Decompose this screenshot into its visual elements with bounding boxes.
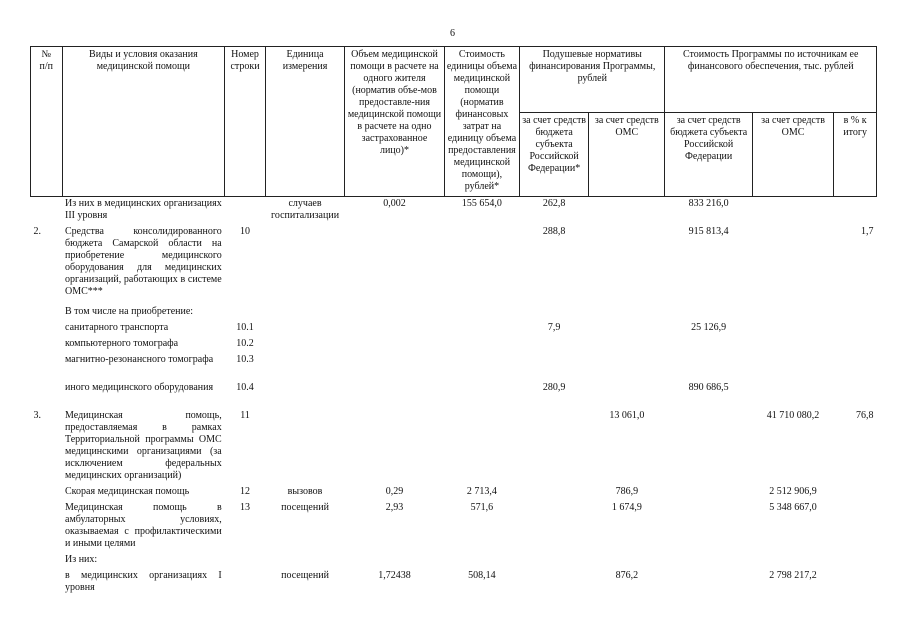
header-per-capita-budget: за счет средств бюджета субъекта Российской Федерации*	[520, 113, 589, 197]
row-volume	[345, 337, 445, 353]
row-name: Медицинская помощь, предоставляемая в рамках Территориальной программы ОМС медицинскими организациями (за исключением федеральных медицинских организаций)	[65, 410, 222, 481]
row-name: В том числе на приобретение:	[65, 306, 194, 317]
row-pc-budget	[520, 553, 589, 569]
row-name: компьютерного томографа	[65, 338, 179, 349]
row-cost: 571,6	[470, 502, 494, 513]
row-num: 2.	[33, 226, 41, 237]
row-name: Медицинская помощь в амбулаторных условиях, оказываемая с профилактическими и иными целями	[65, 502, 222, 549]
table-row	[31, 485, 877, 501]
row-unit: случаев госпитализации	[271, 198, 340, 221]
row-pr-budget: 833 216,0	[688, 198, 729, 209]
row-volume	[345, 321, 445, 337]
row-unit	[265, 353, 344, 381]
row-pc-oms: 876,2	[615, 570, 639, 581]
row-volume	[345, 225, 445, 305]
row-pr-oms: 2 512 906,9	[769, 486, 817, 497]
row-cost: 2 713,4	[466, 486, 497, 497]
row-pct: 1,7	[861, 226, 874, 237]
row-pc-budget	[520, 337, 589, 353]
row-pct	[834, 485, 877, 501]
row-unit	[265, 337, 344, 353]
row-pr-budget: 25 126,9	[691, 322, 727, 333]
row-pc-oms	[589, 353, 665, 381]
row-pct	[834, 197, 877, 226]
header-row-number: Номер строки	[225, 47, 266, 197]
row-volume	[345, 305, 445, 321]
row-num	[31, 197, 63, 226]
row-cost	[444, 381, 519, 409]
row-number	[225, 553, 266, 569]
row-number: 10.3	[236, 354, 254, 365]
row-pc-oms: 786,9	[615, 486, 639, 497]
row-volume	[345, 409, 445, 485]
row-pct	[834, 321, 877, 337]
row-number: 10.2	[236, 338, 254, 349]
row-cost	[444, 225, 519, 305]
row-volume	[345, 353, 445, 381]
row-unit: посещений	[281, 502, 329, 513]
row-unit	[265, 321, 344, 337]
row-number: 13	[240, 502, 251, 513]
row-pc-budget	[520, 353, 589, 381]
row-pr-oms	[752, 305, 833, 321]
row-pct	[834, 553, 877, 569]
row-pr-oms	[752, 225, 833, 305]
header-program-cost: Стоимость Программы по источникам ее финансового обеспечения, тыс. рублей	[665, 47, 877, 113]
row-name: магнитно-резонансного томографа	[65, 354, 214, 365]
row-name: Из них:	[65, 554, 98, 565]
row-name: санитарного транспорта	[65, 322, 169, 333]
row-name: Скорая медицинская помощь	[65, 486, 190, 497]
row-pr-oms	[752, 381, 833, 409]
table-row	[31, 409, 877, 485]
row-name: в медицинских организациях I уровня	[65, 570, 222, 593]
header-unit: Единица измерения	[265, 47, 344, 197]
row-pr-budget: 915 813,4	[688, 226, 729, 237]
row-pr-budget: 890 686,5	[688, 382, 729, 393]
row-pc-budget	[520, 409, 589, 485]
row-pr-oms	[752, 197, 833, 226]
row-number: 10	[240, 226, 251, 237]
table-row	[31, 569, 877, 597]
header-types: Виды и условия оказания медицинской помощи	[62, 47, 225, 197]
row-name: Средства консолидированного бюджета Самарской области на приобретение медицинского оборудования для медицинских организаций, работающих в системе ОМС***	[65, 226, 222, 297]
row-cost	[444, 305, 519, 321]
row-pc-oms	[589, 381, 665, 409]
row-pc-budget: 280,9	[542, 382, 566, 393]
row-pct	[834, 501, 877, 553]
row-pct	[834, 381, 877, 409]
row-num	[31, 569, 63, 597]
row-pr-oms	[752, 337, 833, 353]
row-pr-budget	[665, 409, 752, 485]
row-pr-budget	[665, 353, 752, 381]
row-cost: 155 654,0	[461, 198, 502, 209]
row-volume	[345, 381, 445, 409]
row-pc-oms	[589, 321, 665, 337]
row-pct: 76,8	[856, 410, 874, 421]
row-num	[31, 485, 63, 501]
row-number	[225, 197, 266, 226]
row-pc-oms	[589, 553, 665, 569]
table-row	[31, 225, 877, 305]
row-pr-oms: 5 348 667,0	[769, 502, 817, 513]
row-number	[225, 569, 266, 597]
row-cost: 508,14	[468, 570, 496, 581]
row-pr-budget	[665, 485, 752, 501]
row-pct	[834, 337, 877, 353]
row-num	[31, 337, 63, 353]
row-unit	[265, 553, 344, 569]
row-volume	[345, 553, 445, 569]
row-number	[225, 305, 266, 321]
row-unit: посещений	[281, 570, 329, 581]
row-pc-budget: 262,8	[542, 198, 566, 209]
header-program-oms: за счет средств ОМС	[752, 113, 833, 197]
row-name: иного медицинского оборудования	[65, 382, 214, 393]
row-num	[31, 501, 63, 553]
table-row	[31, 553, 877, 569]
row-pr-budget	[665, 501, 752, 553]
table-header	[31, 47, 877, 197]
row-volume: 0,29	[385, 486, 404, 497]
row-volume: 1,72438	[378, 570, 411, 581]
row-pc-oms	[589, 337, 665, 353]
row-pr-budget	[665, 337, 752, 353]
table-row	[31, 353, 877, 381]
row-pr-oms	[752, 321, 833, 337]
row-cost	[444, 553, 519, 569]
header-num: № п/п	[31, 47, 63, 197]
row-pc-oms	[589, 225, 665, 305]
header-program-budget: за счет средств бюджета субъекта Российской Федерации	[665, 113, 752, 197]
row-name: Из них в медицинских организациях III уровня	[65, 198, 222, 221]
row-pc-budget	[520, 501, 589, 553]
row-pc-budget: 7,9	[547, 322, 561, 333]
row-volume: 2,93	[385, 502, 404, 513]
row-cost	[444, 321, 519, 337]
row-pr-oms	[752, 553, 833, 569]
row-num	[31, 353, 63, 381]
program-table	[30, 46, 877, 597]
row-cost	[444, 353, 519, 381]
row-unit	[265, 305, 344, 321]
row-pr-budget	[665, 553, 752, 569]
header-volume: Объем медицинской помощи в расчете на одного жителя (норматив объе-мов предоставле-ния медицинской помощи в расчете на одно застрахованное лицо)*	[345, 47, 445, 197]
row-pr-oms: 41 710 080,2	[766, 410, 820, 421]
table-body	[31, 197, 877, 598]
page-number: 6	[450, 28, 455, 39]
row-volume: 0,002	[383, 198, 406, 209]
row-cost	[444, 409, 519, 485]
header-cost: Стоимость единицы объема медицинской помощи (норматив финансовых затрат на единицу объема предоставления медицинской помощи), рублей*	[444, 47, 519, 197]
row-number: 12	[240, 486, 251, 497]
row-number: 11	[240, 410, 250, 421]
row-pr-oms: 2 798 217,2	[769, 570, 817, 581]
header-per-capita: Подушевые нормативы финансирования Программы, рублей	[520, 47, 665, 113]
row-pct	[834, 353, 877, 381]
row-pc-oms: 1 674,9	[611, 502, 642, 513]
row-pr-oms	[752, 353, 833, 381]
row-num	[31, 305, 63, 321]
row-pc-budget	[520, 569, 589, 597]
row-num	[31, 381, 63, 409]
header-program-pct: в % к итогу	[834, 113, 877, 197]
row-unit	[265, 381, 344, 409]
table-row	[31, 305, 877, 321]
header-per-capita-oms: за счет средств ОМС	[589, 113, 665, 197]
row-num: 3.	[33, 410, 41, 421]
row-num	[31, 321, 63, 337]
row-pc-budget	[520, 485, 589, 501]
table-row	[31, 337, 877, 353]
table-row	[31, 321, 877, 337]
row-num	[31, 553, 63, 569]
row-unit: вызовов	[287, 486, 323, 497]
row-unit	[265, 225, 344, 305]
row-pc-oms	[589, 197, 665, 226]
row-pr-budget	[665, 569, 752, 597]
row-pc-oms	[589, 305, 665, 321]
row-unit	[265, 409, 344, 485]
row-cost	[444, 337, 519, 353]
row-pc-oms: 13 061,0	[609, 410, 645, 421]
row-pct	[834, 305, 877, 321]
row-pr-budget	[665, 305, 752, 321]
table-row	[31, 381, 877, 409]
row-number: 10.4	[236, 382, 254, 393]
row-pc-budget: 288,8	[542, 226, 566, 237]
table-row	[31, 501, 877, 553]
row-pc-budget	[520, 305, 589, 321]
row-pct	[834, 569, 877, 597]
row-number: 10.1	[236, 322, 254, 333]
table-row	[31, 197, 877, 226]
